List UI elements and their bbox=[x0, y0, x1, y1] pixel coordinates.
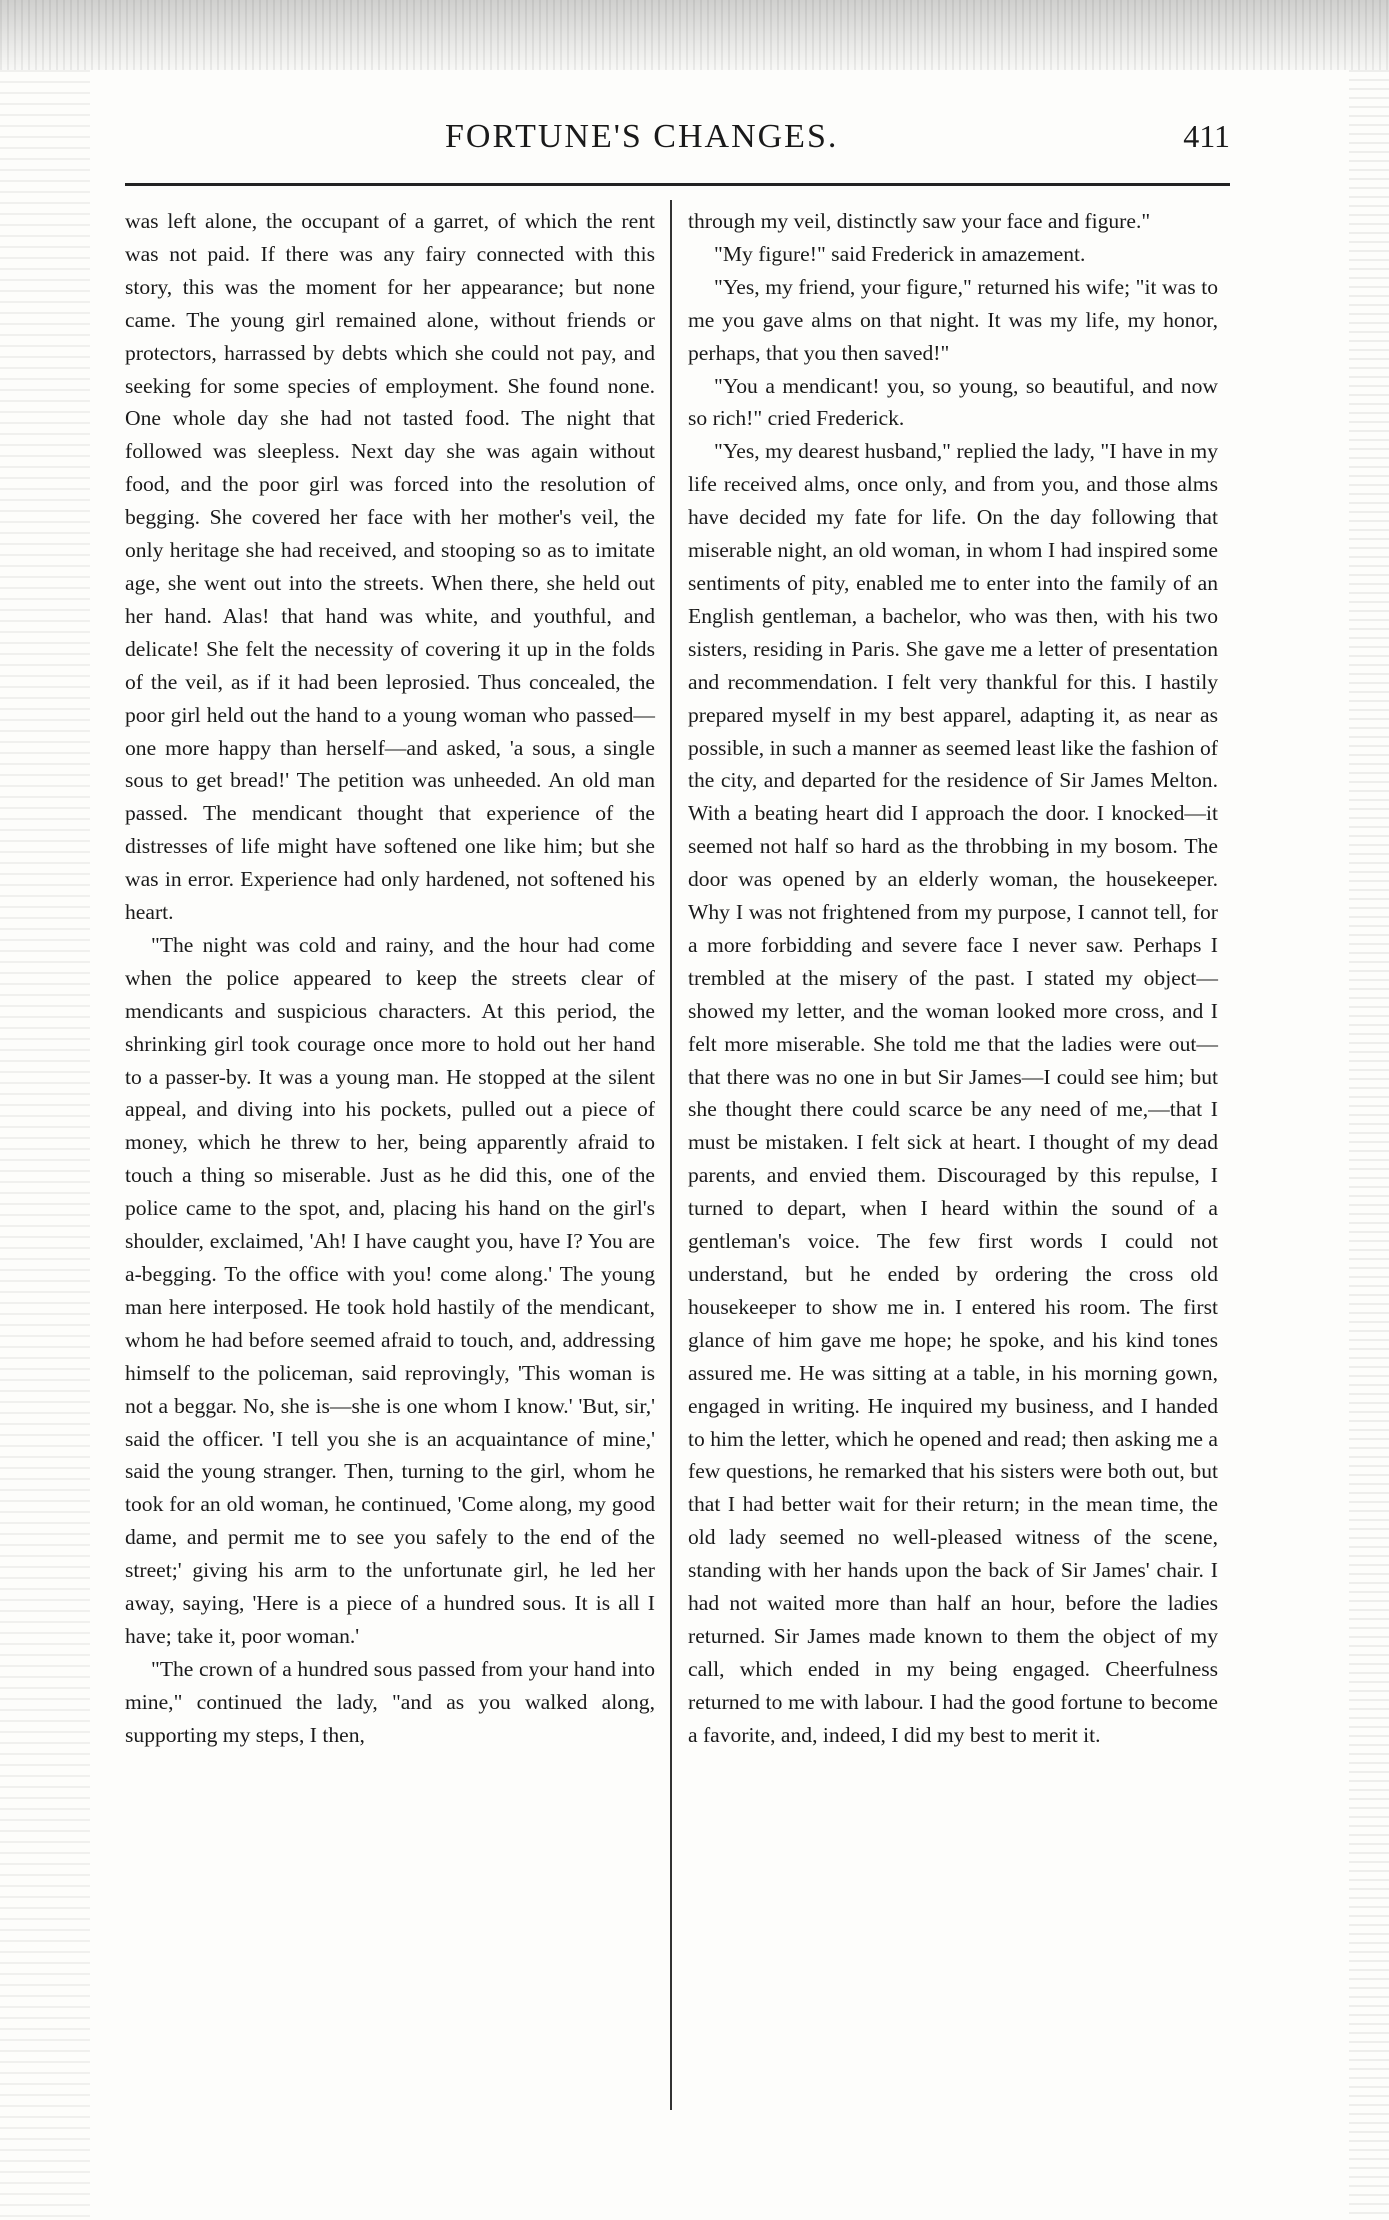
scan-noise-top bbox=[0, 0, 1389, 70]
paragraph: "The night was cold and rainy, and the hour had come when the police appeared to keep the streets clear of mendicants and suspicious characters. At this period, the shrinking girl took courage once more to hold out her hand to a passer-by. It was a young man. He stopped at the silent appeal, and diving into his pockets, pulled out a piece of money, which he threw to her, being apparently afraid to touch a thing so miserable. Just as he did this, one of the police came to the spot, and, placing his hand on the girl's shoulder, exclaimed, 'Ah! I have caught you, have I? You are a-begging. To the office with you! come along.' The young man here interposed. He took hold hastily of the mendicant, whom he had before seemed afraid to touch, and, addressing himself to the policeman, said reprovingly, 'This woman is not a beggar. No, she is—she is one whom I know.' 'But, sir,' said the officer. 'I tell you she is an acquaintance of mine,' said the young stranger. Then, turning to the girl, whom he took for an old woman, he continued, 'Come along, my good dame, and permit me to see you safely to the end of the street;' giving his arm to the unfortunate girl, he led her away, saying, 'Here is a piece of a hundred sous. It is all I have; take it, poor woman.' bbox=[125, 932, 655, 1648]
column-divider bbox=[670, 200, 672, 2110]
right-column bbox=[688, 205, 1218, 1752]
paragraph: was left alone, the occupant of a garret, of which the rent was not paid. If there was any fairy connected with this story, this was the moment for her appearance; but none came. The young girl remained alone, without friends or protectors, harrassed by debts which she could not pay, and seeking for some species of employment. She found none. One whole day she had not tasted food. The night that followed was sleepless. Next day she was again without food, and the poor girl was forced into the resolution of begging. She covered her face with her mother's veil, the only heritage she had received, and stooping so as to imitate age, she went out into the streets. When there, she held out her hand. Alas! that hand was white, and youthful, and delicate! She felt the necessity of covering it up in the folds of the veil, as if it had been leprosied. Thus concealed, the poor girl held out the hand to a young woman who passed—one more happy than herself—and asked, 'a sous, a single sous to get bread!' The petition was unheeded. An old man passed. The mendicant thought that experience of the distresses of life might have softened one like him; but she was in error. Experience had only hardened, not softened his heart. bbox=[125, 209, 655, 925]
paragraph: through my veil, distinctly saw your face and figure." bbox=[688, 209, 1151, 233]
paragraph: "The crown of a hundred sous passed from your hand into mine," continued the lady, "and as you walked along, supporting my steps, I then, bbox=[125, 1656, 655, 1747]
header-rule bbox=[125, 183, 1230, 186]
running-head bbox=[120, 118, 1230, 168]
paragraph: "Yes, my dearest husband," replied the lady, "I have in my life received alms, once only, and from you, and those alms have decided my fate for life. On the day following that miserable night, an old woman, in whom I had inspired some sentiments of pity, enabled me to enter into the family of an English gentleman, a bachelor, who was then, with his two sisters, residing in Paris. She gave me a letter of presentation and recommendation. I felt very thankful for this. I hastily prepared myself in my best apparel, adapting it, as near as possible, in such a manner as seemed least like the fashion of the city, and departed for the residence of Sir James Melton. With a beating heart did I approach the door. I knocked—it seemed not half so hard as the throbbing in my bosom. The door was opened by an elderly woman, the housekeeper. Why I was not frightened from my purpose, I cannot tell, for a more forbidding and severe face I never saw. Perhaps I trembled at the misery of the past. I stated my object—showed my letter, and the woman looked more cross, and I felt more miserable. She told me that the ladies were out—that there was no one in but Sir James—I could see him; but she thought there could scarce be any need of me,—that I must be mistaken. I felt sick at heart. I thought of my dead parents, and envied them. Discouraged by this repulse, I turned to depart, when I heard within the sound of a gentleman's voice. The few first words I could not understand, but he ended by ordering the cross old housekeeper to show me in. I entered his room. The first glance of him gave me hope; he spoke, and his kind tones assured me. He was sitting at a table, in his morning gown, engaged in writing. He inquired my business, and I handed to him the letter, which he opened and read; then asking me a few questions, he remarked that his sisters were both out, but that I had better wait for their return; in the mean time, the old lady seemed no well-pleased witness of the scene, standing with her hands upon the back of Sir James' chair. I had not waited more than half an hour, before the ladies returned. Sir James made known to them the object of my call, which ended in my being engaged. Cheerfulness returned to me with labour. I had the good fortune to become a favorite, and, indeed, I did my best to merit it. bbox=[688, 439, 1218, 1747]
scan-noise-right bbox=[1349, 70, 1389, 2220]
left-column bbox=[125, 205, 655, 1752]
paragraph: "You a mendicant! you, so young, so beautiful, and now so rich!" cried Frederick. bbox=[688, 373, 1218, 431]
paragraph: "Yes, my friend, your figure," returned his wife; "it was to me you gave alms on that night. It was my life, my honor, perhaps, that you then saved!" bbox=[688, 274, 1218, 365]
page-title: FORTUNE'S CHANGES. bbox=[445, 118, 839, 155]
paragraph: "My figure!" said Frederick in amazement. bbox=[714, 241, 1086, 266]
scan-noise-left bbox=[0, 70, 90, 2220]
page-number: 411 bbox=[1183, 118, 1230, 154]
